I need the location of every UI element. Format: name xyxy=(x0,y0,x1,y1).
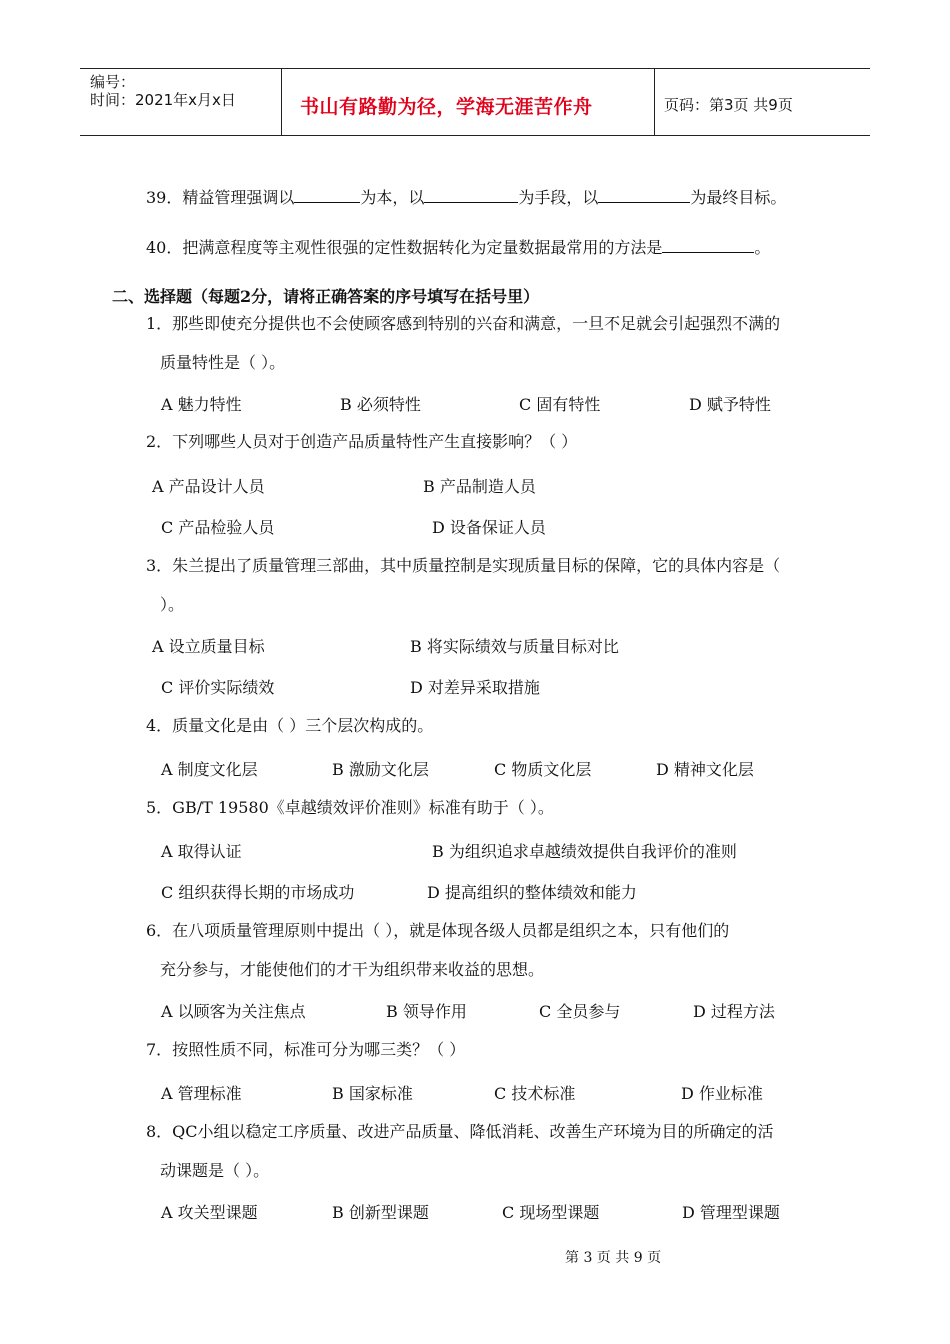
question-39 xyxy=(146,186,786,208)
option-a[interactable]: A 魅力特性 xyxy=(161,395,242,414)
question-stem-cont: 充分参与，才能使他们的才干为组织带来收益的思想。 xyxy=(160,960,545,979)
question-stem: 8．QC小组以稳定工序质量、改进产品质量、降低消耗、改善生产环境为目的所确定的活 xyxy=(146,1122,774,1141)
option-d[interactable]: D 赋予特性 xyxy=(689,395,771,414)
question-stem-cont: 质量特性是（ ）。 xyxy=(160,353,286,372)
q39-part2: 为本，以 xyxy=(360,188,425,207)
q39-part3: 为手段，以 xyxy=(518,188,599,207)
header-divider-right xyxy=(654,68,655,136)
answer-blank[interactable] xyxy=(662,236,754,253)
question-40 xyxy=(146,236,770,258)
option-b[interactable]: B 激励文化层 xyxy=(332,760,429,779)
option-c[interactable]: C 评价实际绩效 xyxy=(161,678,275,697)
option-b[interactable]: B 必须特性 xyxy=(340,395,421,414)
question-stem: 1．那些即使充分提供也不会使顾客感到特别的兴奋和满意，一旦不足就会引起强烈不满的 xyxy=(146,314,781,333)
question-stem: 7．按照性质不同，标准可分为哪三类？（ ） xyxy=(146,1040,466,1059)
option-b[interactable]: B 产品制造人员 xyxy=(423,477,536,496)
option-c[interactable]: C 固有特性 xyxy=(519,395,601,414)
option-c[interactable]: C 现场型课题 xyxy=(502,1203,600,1222)
option-b[interactable]: B 国家标准 xyxy=(332,1084,413,1103)
option-a[interactable]: A 产品设计人员 xyxy=(152,477,265,496)
header-top-border xyxy=(80,68,870,69)
option-d[interactable]: D 管理型课题 xyxy=(682,1203,780,1222)
option-c[interactable]: C 组织获得长期的市场成功 xyxy=(161,883,355,902)
option-a[interactable]: A 设立质量目标 xyxy=(152,637,265,656)
option-c[interactable]: C 产品检验人员 xyxy=(161,518,275,537)
q40-part1: 40．把满意程度等主观性很强的定性数据转化为定量数据最常用的方法是 xyxy=(146,238,663,257)
q39-part4: 为最终目标。 xyxy=(690,188,787,207)
option-a[interactable]: A 制度文化层 xyxy=(161,760,258,779)
option-c[interactable]: C 物质文化层 xyxy=(494,760,592,779)
answer-blank[interactable] xyxy=(598,186,690,203)
option-a[interactable]: A 取得认证 xyxy=(161,842,242,861)
option-a[interactable]: A 以顾客为关注焦点 xyxy=(161,1002,306,1021)
option-b[interactable]: B 为组织追求卓越绩效提供自我评价的准则 xyxy=(432,842,737,861)
q39-part1: 39．精益管理强调以 xyxy=(146,188,295,207)
option-b[interactable]: B 创新型课题 xyxy=(332,1203,429,1222)
answer-blank[interactable] xyxy=(294,186,360,203)
doc-number-label: 编号： xyxy=(90,73,136,91)
option-d[interactable]: D 作业标准 xyxy=(681,1084,763,1103)
header-divider-left xyxy=(281,68,282,136)
question-stem: 6．在八项质量管理原则中提出（ ），就是体现各级人员都是组织之本，只有他们的 xyxy=(146,921,730,940)
option-d[interactable]: D 设备保证人员 xyxy=(432,518,546,537)
question-stem: 4．质量文化是由（ ）三个层次构成的。 xyxy=(146,716,434,735)
header-motto: 书山有路勤为径，学海无涯苦作舟 xyxy=(300,96,593,118)
question-stem: 5．GB/T 19580《卓越绩效评价准则》标准有助于（ ）。 xyxy=(146,798,554,817)
option-c[interactable]: C 全员参与 xyxy=(539,1002,621,1021)
question-stem-cont: 动课题是（ ）。 xyxy=(160,1161,270,1180)
option-b[interactable]: B 领导作用 xyxy=(386,1002,467,1021)
option-c[interactable]: C 技术标准 xyxy=(494,1084,576,1103)
option-d[interactable]: D 提高组织的整体绩效和能力 xyxy=(427,883,637,902)
question-stem: 3．朱兰提出了质量管理三部曲，其中质量控制是实现质量目标的保障，它的具体内容是（ xyxy=(146,556,781,575)
page-footer: 第 3 页 共 9 页 xyxy=(565,1250,662,1266)
option-d[interactable]: D 对差异采取措施 xyxy=(410,678,540,697)
q40-part2: 。 xyxy=(754,238,771,257)
option-d[interactable]: D 精神文化层 xyxy=(656,760,754,779)
question-stem: 2．下列哪些人员对于创造产品质量特性产生直接影响？（ ） xyxy=(146,432,578,451)
doc-time-label: 时间：2021年x月x日 xyxy=(90,91,236,109)
option-d[interactable]: D 过程方法 xyxy=(693,1002,775,1021)
question-stem-cont: ）。 xyxy=(160,595,185,614)
option-a[interactable]: A 管理标准 xyxy=(161,1084,242,1103)
option-b[interactable]: B 将实际绩效与质量目标对比 xyxy=(410,637,619,656)
answer-blank[interactable] xyxy=(424,186,518,203)
section-title: 二、选择题（每题2分，请将正确答案的序号填写在括号里） xyxy=(112,287,540,306)
header-page-info: 页码：第3页 共9页 xyxy=(664,96,793,114)
option-a[interactable]: A 攻关型课题 xyxy=(161,1203,258,1222)
header-bottom-border xyxy=(80,135,870,136)
